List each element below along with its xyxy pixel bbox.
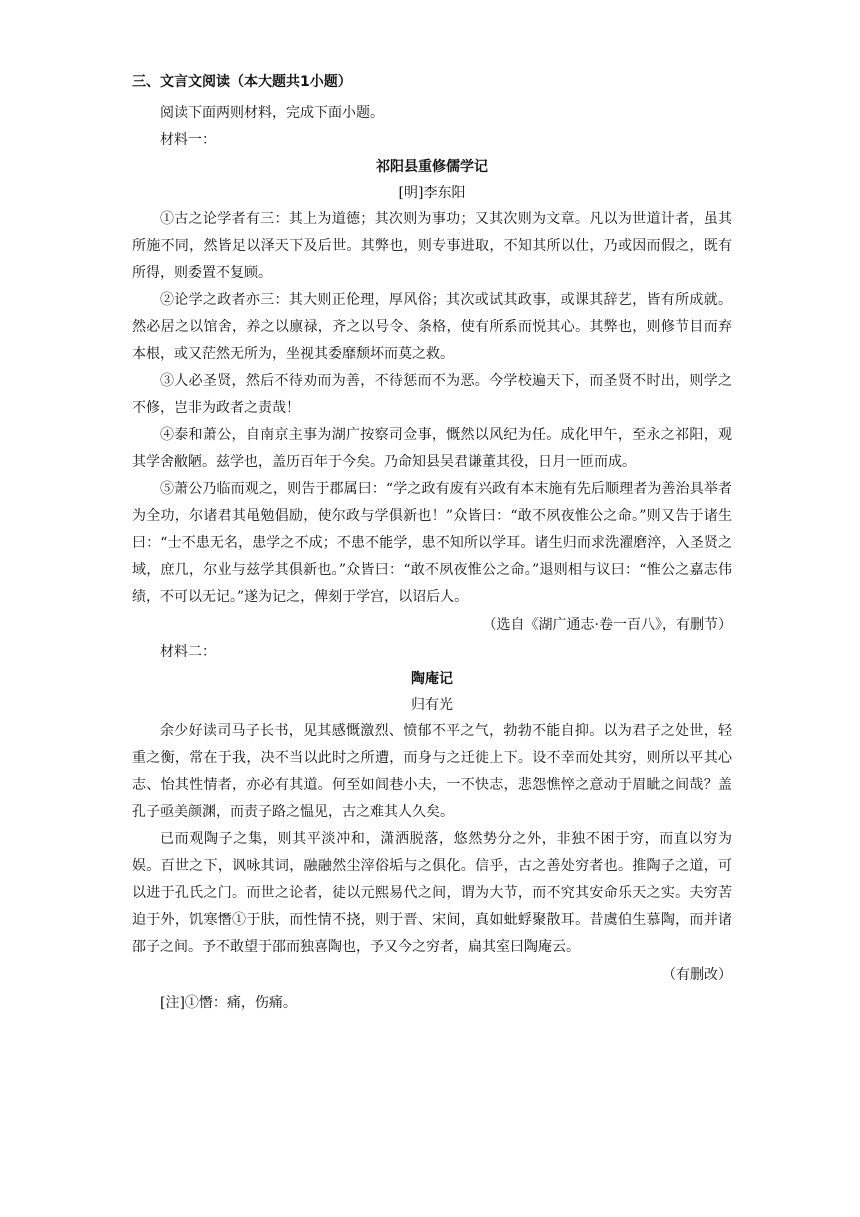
material1-paragraph-5: ⑤萧公乃临而观之，则告于郡属曰：“学之政有废有兴政有本末施有先后顺理者为善治具举者为全功，尔诸君其黾勉倡励，使尔政与学俱新也！”众皆曰：“敢不夙夜惟公之命。”则又告于诸生曰：“士不患无名，患学之不成；不患不能学，患不知所以学耳。诸生归而求洗濯磨淬，入圣贤之域，庶几，尔业与兹学其俱新也。”众皆曰：“敢不夙夜惟公之命。”退则相与议曰：“惟公之嘉志伟绩，不可以无记。”遂为记之，俾刻于学宫，以诏后人。 bbox=[132, 481, 732, 605]
material1-label: 材料一： bbox=[160, 132, 216, 148]
material1-source: （选自《湖广通志·卷一百八》，有删节） bbox=[482, 617, 732, 633]
section-title: 三、文言文阅读（本大题共1小题） bbox=[132, 74, 352, 90]
material1-title: 祁阳县重修儒学记 bbox=[376, 159, 488, 175]
material2-title: 陶庵记 bbox=[411, 671, 453, 687]
material2-paragraph-2: 已而观陶子之集，则其平淡冲和，潇洒脱落，悠然势分之外，非独不困于穷，而直以穷为娱。百世之下，讽咏其词，融融然尘滓俗垢与之俱化。信乎，古之善处穷者也。推陶子之道，可以进于孔氏之门。而世之论者，徒以元熙易代之间，谓为大节，而不究其安命乐天之实。夫穷苦迫于外，饥寒憯①于肤，而性情不挠，则于晋、宋间，真如蚍蜉聚散耳。昔虞伯生慕陶，而并诸邵子之间。予不敢望于邵而独喜陶也，予又今之穷者，扁其室曰陶庵云。 bbox=[132, 831, 732, 955]
material2-source: （有删改） bbox=[662, 967, 732, 983]
material1-paragraph-3: ③人必圣贤，然后不待劝而为善，不待惩而不为恶。今学校遍天下，而圣贤不时出，则学之不修，岂非为政者之责哉！ bbox=[132, 373, 732, 416]
material1-paragraph-1: ①古之论学者有三：其上为道德；其次则为事功；又其次则为文章。凡以为世道计者，虽其所施不同，然皆足以泽天下及后世。其弊也，则专事进取，不知其所以仕，乃或因而假之，既有所得，则委置不复顾。 bbox=[132, 211, 732, 281]
material1-author: [明]李东阳 bbox=[398, 185, 466, 201]
material2-label: 材料二： bbox=[160, 644, 216, 660]
material2-author: 归有光 bbox=[411, 697, 453, 713]
material1-paragraph-2: ②论学之政者亦三：其大则正伦理，厚风俗；其次或试其政事，或课其辞艺，皆有所成就。然必居之以馆舍，养之以廪禄，齐之以号令、条格，使有所系而悦其心。其弊也，则修节目而弃本根，或又茫然无所为，坐视其委靡颓坏而莫之救。 bbox=[132, 292, 732, 362]
material1-paragraph-4: ④泰和萧公，自南京主事为湖广按察司佥事，慨然以风纪为任。成化甲午，至永之祁阳，观其学舍敝陋。兹学也，盖历百年于今矣。乃命知县吴君谦董其役，日月一匝而成。 bbox=[132, 427, 732, 470]
material2-paragraph-1: 余少好读司马子长书，见其感慨激烈、愤郁不平之气，勃勃不能自抑。以为君子之处世，轻重之衡，常在于我，决不当以此时之所遭，而身与之迁徙上下。设不幸而处其穷，则所以平其心志、怡其性情者，亦必有其道。何至如闾巷小夫，一不快志，悲怨憔悴之意动于眉眦之间哉？盖孔子亟美颜渊，而责子路之愠见，古之难其人久矣。 bbox=[132, 723, 732, 820]
footnote: [注]①憯：痛，伤痛。 bbox=[160, 995, 297, 1011]
intro-text: 阅读下面两则材料，完成下面小题。 bbox=[160, 105, 384, 121]
